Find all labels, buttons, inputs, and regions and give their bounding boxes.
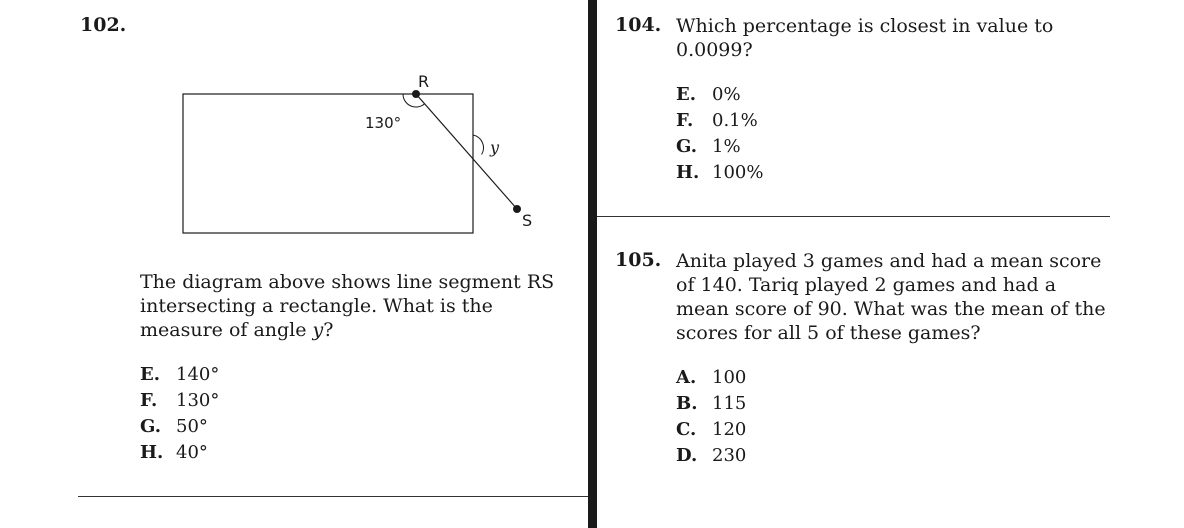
angle-y-arc (473, 135, 483, 155)
choice-letter: G. (140, 416, 161, 437)
choice-text: 1% (712, 136, 741, 157)
choice-letter: G. (676, 136, 697, 157)
choice-h[interactable] (140, 440, 219, 466)
choice-text: 50° (176, 416, 208, 437)
question-104-choices (676, 82, 763, 186)
choice-g[interactable] (676, 134, 763, 160)
choice-g[interactable] (140, 414, 219, 440)
choice-letter: F. (676, 110, 694, 131)
choice-text: 0.1% (712, 110, 758, 131)
label-130: 130° (365, 114, 402, 132)
choice-letter: E. (676, 84, 696, 105)
question-104-stem: Which percentage is closest in value to 0.0099? (676, 15, 1054, 61)
choice-c[interactable] (676, 417, 746, 443)
choice-d[interactable] (676, 443, 746, 469)
question-105-stem: Anita played 3 games and had a mean score of 140. Tariq played 2 games and had a mean score of 90. What was the mean of the scores for all 5 of these games? (676, 250, 1106, 344)
choice-letter: A. (676, 367, 697, 388)
label-s: S (522, 211, 533, 230)
choice-letter: D. (676, 445, 698, 466)
choice-text: 120 (712, 419, 747, 440)
choice-text: 230 (712, 445, 747, 466)
question-102-stem-var: y (312, 319, 324, 341)
question-102-stem-text: The diagram above shows line segment RS intersecting a rectangle. What is the measure of angle (140, 271, 555, 341)
question-102-number: 102. (80, 14, 127, 36)
choice-f[interactable] (676, 108, 763, 134)
left-bottom-rule (78, 496, 588, 497)
choice-text: 100% (712, 162, 764, 183)
choice-letter: F. (140, 390, 158, 411)
question-105-choices (676, 365, 746, 469)
point-s (513, 205, 521, 213)
choice-text: 0% (712, 84, 741, 105)
label-r: R (418, 72, 430, 91)
choice-text: 100 (712, 367, 747, 388)
choice-a[interactable] (676, 365, 746, 391)
choice-letter: H. (676, 162, 700, 183)
question-102-choices (140, 362, 219, 466)
choice-h[interactable] (676, 160, 763, 186)
choice-text: 115 (712, 393, 747, 414)
question-104-number: 104. (615, 14, 662, 36)
choice-letter: E. (140, 364, 160, 385)
segment-rs (416, 94, 517, 209)
rectangle-diagram (170, 68, 570, 243)
question-102-stem-end: ? (323, 319, 334, 341)
choice-text: 140° (176, 364, 220, 385)
question-105-number: 105. (615, 249, 662, 271)
right-mid-rule (597, 216, 1110, 217)
choice-e[interactable] (676, 82, 763, 108)
choice-f[interactable] (140, 388, 219, 414)
choice-text: 130° (176, 390, 220, 411)
point-r (412, 90, 420, 98)
question-102-stem (140, 270, 570, 342)
choice-text: 40° (176, 442, 208, 463)
choice-b[interactable] (676, 391, 746, 417)
diagram-rectangle (183, 94, 473, 233)
label-y: y (490, 138, 500, 157)
choice-e[interactable] (140, 362, 219, 388)
choice-letter: C. (676, 419, 697, 440)
choice-letter: H. (140, 442, 164, 463)
choice-letter: B. (676, 393, 698, 414)
column-divider (588, 0, 597, 528)
